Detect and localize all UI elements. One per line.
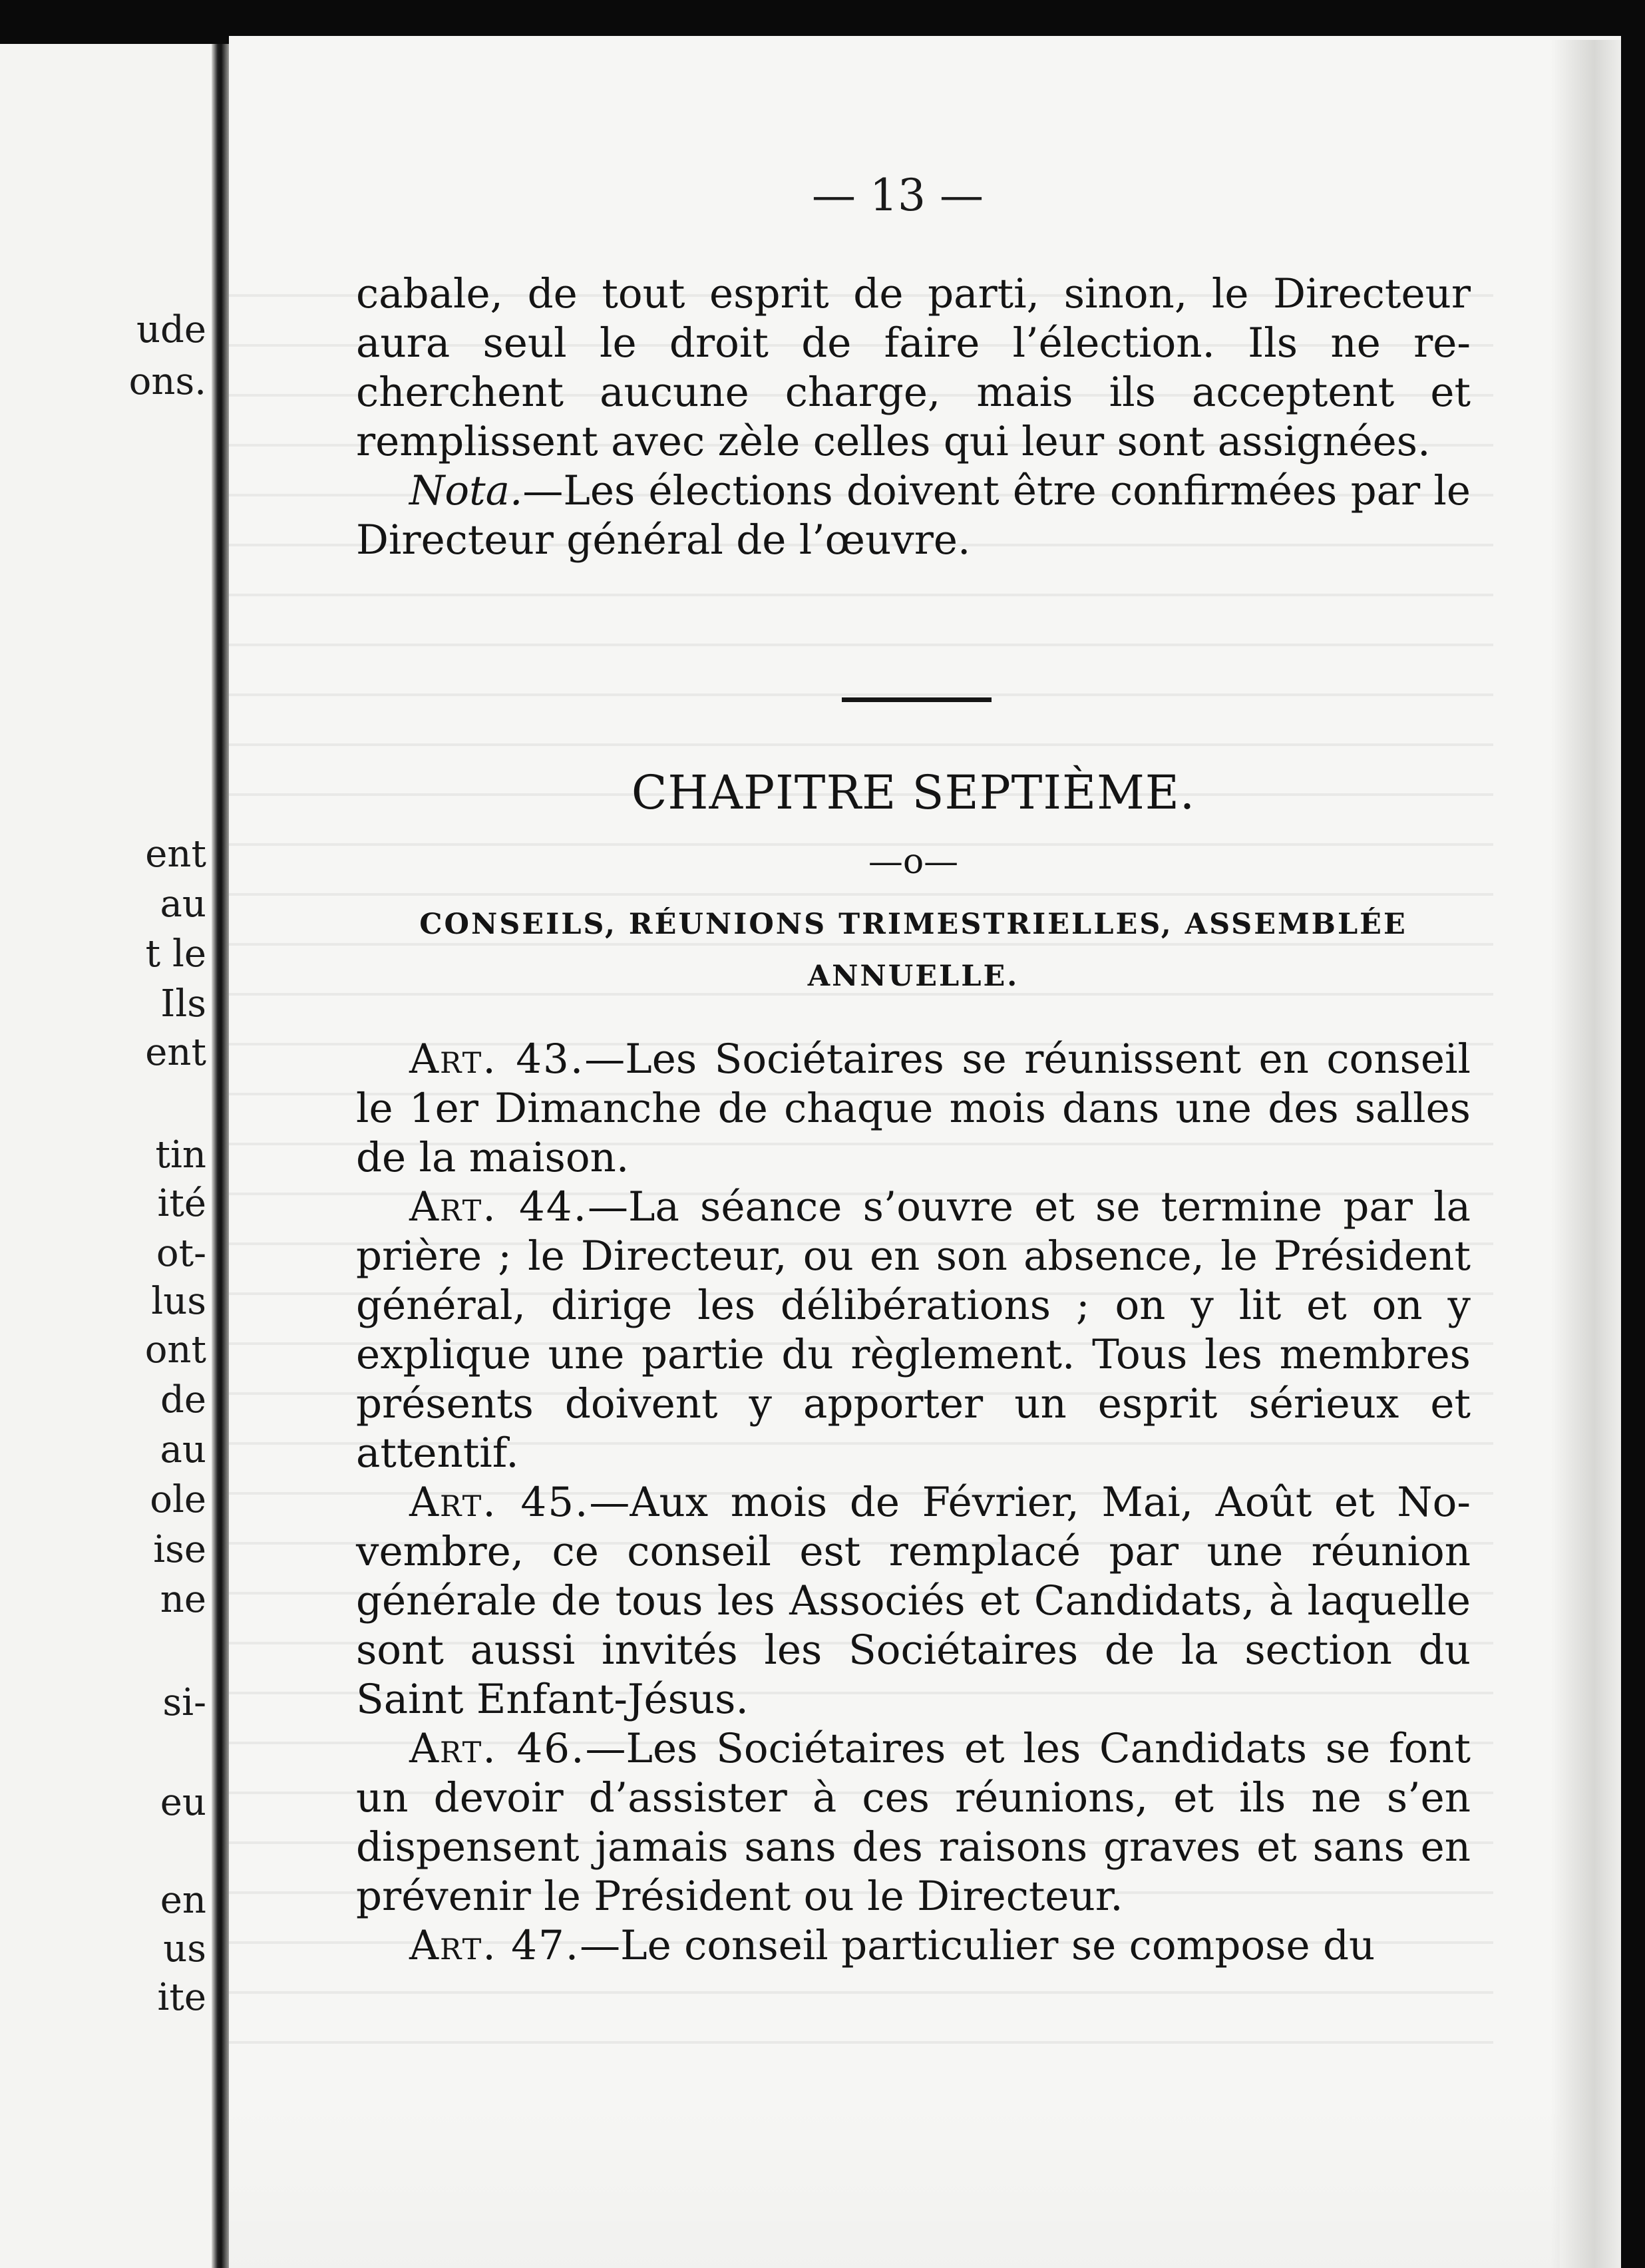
article-label: Art. 45.: [409, 1479, 590, 1526]
left-fragment: us: [163, 1927, 206, 1971]
article-43: [356, 1035, 1471, 1183]
articles: [356, 1035, 1471, 1971]
chapter-ornament: —o—: [868, 842, 959, 882]
section-divider: [842, 697, 992, 702]
left-fragment: t le: [145, 932, 206, 976]
left-fragment: ne: [160, 1578, 206, 1621]
article-46: [356, 1724, 1471, 1921]
left-fragment: ude: [136, 308, 206, 351]
opening-text: [356, 270, 1471, 565]
left-fragment: Ils: [160, 982, 206, 1026]
article-text: —Les Sociétaires se réunissent en conseil le 1er Dimanche de chaque mois dans une des salles de la maison.: [356, 1036, 1471, 1181]
article-45: [356, 1478, 1471, 1724]
book-gutter: [212, 44, 229, 2268]
chapter-title: CHAPITRE SEPTIÈME.: [631, 765, 1196, 820]
continuation-paragraph: cabale, de tout esprit de parti, sinon, le Directeur aura seul le droit de faire l’élection. Ils ne recherchent aucune charge, mais ils acceptent et remplissent avec zèle celles qui leur sont assignées.: [356, 270, 1471, 465]
article-text: —La séance s’ouvre et se termine par la prière ; le Directeur, ou en son absence, le Président général, dirige les délibérations ; on y lit et on y explique une partie du règlement. Tous les membres présents doivent y apporter un esprit sérieux et attentif.: [356, 1183, 1471, 1477]
left-fragment: lus: [151, 1280, 206, 1323]
page-number: — 13 —: [812, 170, 984, 221]
left-fragment: ise: [153, 1528, 206, 1571]
article-text: —Les Sociétaires et les Candidats se font un devoir d’assister à ces réunions, et ils ne s’en dispensent jamais sans des raisons graves et sans en prévenir le Président ou le Directeur.: [356, 1725, 1471, 1920]
left-fragment: ité: [157, 1182, 206, 1225]
nota-label: Nota.: [409, 467, 523, 514]
article-text: —Aux mois de Février, Mai, Août et Novembre, ce conseil est remplacé par une réunion générale de tous les Associés et Candidats, à laquelle sont aussi invités les Sociétaires de la section du Saint Enfant-Jésus.: [356, 1479, 1471, 1723]
left-fragment: ole: [150, 1478, 206, 1521]
left-fragment: ent: [145, 1031, 206, 1074]
left-page: [0, 44, 220, 2268]
left-fragment: au: [160, 1428, 206, 1471]
left-fragment: eu: [160, 1781, 206, 1824]
chapter-subtitle: CONSEILS, RÉUNIONS TRIMESTRIELLES, ASSEMBLÉE ANNUELLE.: [419, 908, 1407, 993]
nota-text: —Les élections doivent être confirmées par le Directeur général de l’œuvre.: [356, 467, 1471, 564]
left-fragment: au: [160, 882, 206, 926]
left-fragment: ent: [145, 833, 206, 876]
article-text: —Le conseil particulier se compose du: [580, 1922, 1375, 1969]
left-page-fragments: [0, 44, 206, 2268]
left-fragment: de: [160, 1378, 206, 1421]
nota-paragraph: [356, 467, 1471, 565]
article-47: [356, 1921, 1471, 1971]
left-fragment: ont: [144, 1328, 206, 1372]
article-label: Art. 47.: [409, 1922, 580, 1969]
scanner-frame-right: [1621, 0, 1645, 2268]
page-bottom-shade: [229, 2096, 1560, 2268]
left-fragment: ot-: [156, 1232, 206, 1275]
left-fragment: si-: [162, 1681, 206, 1724]
left-fragment: en: [160, 1879, 206, 1922]
article-label: Art. 44.: [409, 1183, 588, 1230]
left-fragment: ons.: [128, 360, 206, 403]
article-label: Art. 46.: [409, 1725, 586, 1772]
article-44: [356, 1183, 1471, 1478]
page-edge-shadow: [1551, 40, 1624, 2268]
left-fragment: ite: [157, 1976, 206, 2019]
left-fragment: tin: [155, 1133, 206, 1177]
article-label: Art. 43.: [409, 1036, 585, 1083]
